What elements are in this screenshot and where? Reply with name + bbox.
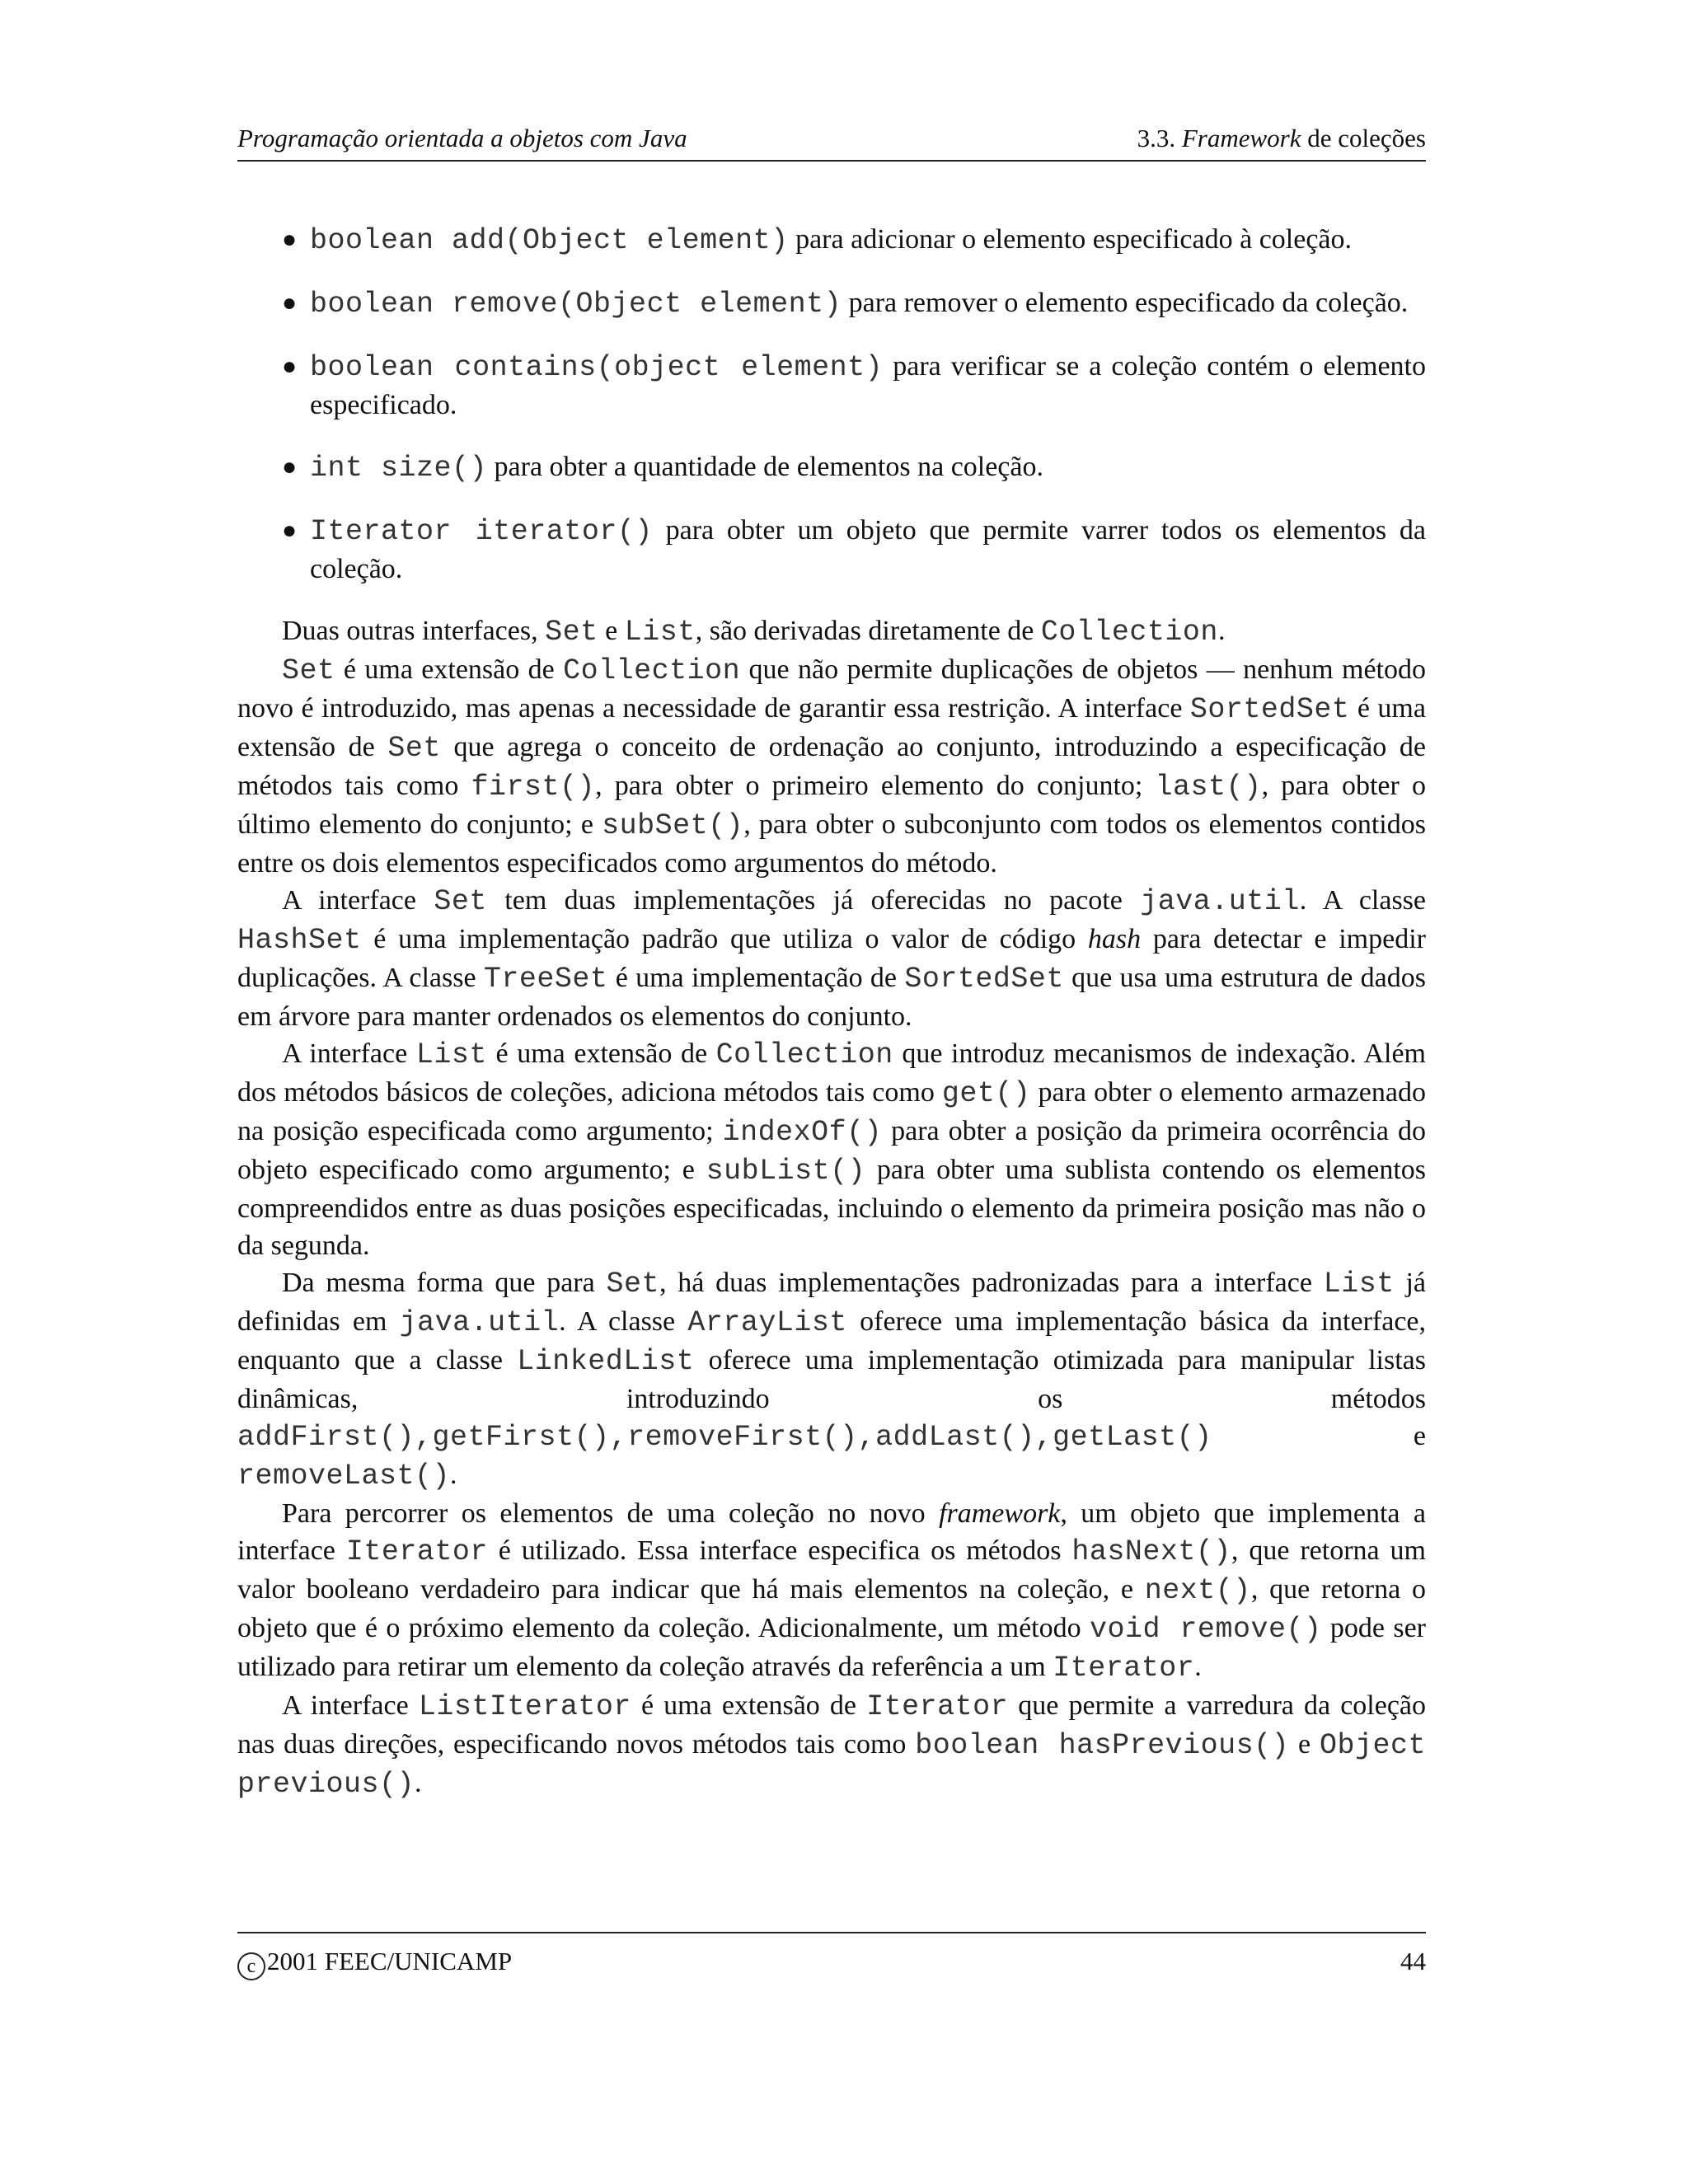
- header-section-rest: de coleções: [1307, 124, 1426, 152]
- text-run: .: [1217, 616, 1226, 646]
- text-run: A interface: [282, 1038, 416, 1069]
- text-run: Para percorrer os elementos de uma coleção no novo: [282, 1498, 940, 1529]
- inline-code: Collection: [563, 654, 741, 687]
- list-item: [237, 448, 1426, 487]
- inline-code: List: [624, 616, 696, 649]
- method-signature: boolean add(Object element): [310, 224, 789, 257]
- bullet-icon: ●: [282, 453, 298, 480]
- text-run: já definidas em: [237, 1268, 1426, 1337]
- inline-code: boolean hasPrevious(): [915, 1729, 1290, 1762]
- inline-code: addFirst(),getFirst(),removeFirst(),addLast(),getLast(): [237, 1421, 1212, 1454]
- header-section-number: 3.3.: [1137, 124, 1176, 152]
- text-run: , que retorna um valor booleano verdadeiro para indicar que há mais elementos na coleção, e: [237, 1535, 1426, 1605]
- text-run: pode ser utilizado para retirar um elemento da coleção através da referência a um: [237, 1613, 1427, 1682]
- text-run: que permite a varredura da coleção nas duas direções, especificando novos métodos tais como: [237, 1690, 1426, 1760]
- text-run: , para obter o subconjunto com todos os elementos contidos entre os dois elementos especificados como argumentos do método.: [237, 809, 1426, 879]
- header-book-title: Programação orientada a objetos com Java: [237, 124, 687, 152]
- inline-code: next(): [1144, 1574, 1251, 1607]
- text-run: oferece uma implementação básica da interface, enquanto que a classe: [237, 1306, 1427, 1376]
- page-number: 44: [1400, 1947, 1426, 1975]
- method-description: para verificar se a coleção contém o elemento especificado.: [310, 351, 1427, 420]
- paragraph-list-implementations: [237, 1264, 1426, 1495]
- text-run: que agrega o conceito de ordenação ao conjunto, introduzindo a especificação de métodos tais como: [237, 732, 1426, 801]
- text-run: é uma implementação de: [607, 963, 905, 993]
- inline-code: HashSet: [237, 924, 362, 957]
- text-run: , para obter o primeiro elemento do conjunto;: [595, 771, 1156, 801]
- text-run: , para obter o último elemento do conjunto; e: [237, 771, 1427, 840]
- text-run: A interface: [282, 885, 434, 916]
- text-run: A interface: [282, 1690, 419, 1721]
- inline-code: Set: [387, 732, 441, 765]
- method-list: [237, 221, 1426, 588]
- inline-code: last(): [1155, 771, 1262, 804]
- inline-code: subList(): [706, 1155, 866, 1188]
- text-run: , um objeto que implementa a interface: [237, 1498, 1426, 1566]
- list-item: [237, 512, 1426, 588]
- bullet-icon: ●: [282, 226, 298, 253]
- inline-code: Iterator: [345, 1535, 488, 1568]
- inline-code: List: [415, 1038, 487, 1071]
- method-description: para adicionar o elemento especificado à coleção.: [788, 224, 1352, 255]
- paragraph-set-implementations: [237, 882, 1426, 1035]
- method-description: para obter a quantidade de elementos na coleção.: [487, 452, 1043, 482]
- copyright-icon: c: [237, 1952, 265, 1980]
- inline-code: ArrayList: [687, 1306, 847, 1339]
- text-run: é utilizado. Essa interface especifica os métodos: [487, 1535, 1072, 1566]
- text-run: e: [598, 616, 625, 646]
- paragraph-set: [237, 651, 1426, 882]
- inline-code: LinkedList: [517, 1345, 695, 1378]
- inline-code: Set: [545, 616, 598, 649]
- text-run: . A classe: [1299, 885, 1427, 916]
- text-run: para obter uma sublista contendo os elementos compreendidos entre as duas posições especificadas, incluindo o elemento da primeira posição mas não o da segunda.: [237, 1155, 1426, 1261]
- inline-code: Iterator: [866, 1690, 1009, 1723]
- inline-code: List: [1323, 1268, 1395, 1301]
- text-run: , há duas implementações padronizadas para a interface: [659, 1268, 1324, 1298]
- method-signature: int size(): [310, 452, 488, 485]
- paragraph-list: [237, 1035, 1426, 1264]
- inline-code: Set: [282, 654, 335, 687]
- text-run: .: [450, 1460, 457, 1490]
- text-run: é uma implementação padrão que utiliza o valor de código: [361, 924, 1088, 954]
- copyright-text: 2001 FEEC/UNICAMP: [267, 1947, 513, 1975]
- text-run: .: [1194, 1652, 1202, 1682]
- page-footer: [237, 1932, 1426, 1977]
- bullet-icon: ●: [282, 353, 298, 380]
- inline-code: get(): [941, 1077, 1031, 1110]
- inline-code: Collection: [715, 1038, 893, 1071]
- inline-code: SortedSet: [1189, 693, 1350, 726]
- inline-code: java.util: [1140, 885, 1300, 918]
- inline-code: Set: [434, 885, 487, 918]
- text-run: é uma extensão de: [631, 1690, 867, 1721]
- text-run: Duas outras interfaces,: [282, 616, 546, 646]
- list-item: [237, 284, 1426, 323]
- method-signature: Iterator iterator(): [310, 515, 653, 548]
- method-description: para obter um objeto que permite varrer todos os elementos da coleção.: [310, 515, 1426, 584]
- text-run: é uma extensão de: [237, 693, 1426, 762]
- text-run: que não permite duplicações de objetos — nenhum método novo é introduzido, mas apenas a necessidade de garantir essa restrição. A interface: [237, 654, 1426, 724]
- text-run: para detectar e impedir duplicações. A classe: [237, 924, 1426, 993]
- inline-code: SortedSet: [904, 963, 1064, 996]
- text-run: é uma extensão de: [335, 654, 564, 685]
- text-run: é uma extensão de: [486, 1038, 716, 1069]
- inline-code: Object previous(): [237, 1729, 1426, 1801]
- text-run: para obter a posição da primeira ocorrência do objeto especificado como argumento; e: [237, 1116, 1426, 1185]
- running-header: [237, 120, 1426, 162]
- method-signature: boolean remove(Object element): [310, 288, 842, 321]
- bullet-icon: ●: [282, 517, 298, 544]
- inline-code: java.util: [399, 1306, 560, 1339]
- text-run: tem duas implementações já oferecidas no pacote: [486, 885, 1141, 916]
- method-signature: boolean contains(object element): [310, 351, 884, 384]
- text-run: , são derivadas diretamente de: [695, 616, 1041, 646]
- inline-code: subSet(): [602, 809, 744, 842]
- inline-code: Set: [606, 1268, 659, 1301]
- inline-code: removeLast(): [237, 1460, 451, 1493]
- copyright-notice: [237, 1947, 512, 1980]
- inline-code: ListIterator: [418, 1690, 631, 1723]
- page-body: [237, 221, 1426, 1803]
- method-description: para remover o elemento especificado da coleção.: [842, 288, 1409, 318]
- text-run: .: [415, 1768, 422, 1798]
- inline-code: Collection: [1040, 616, 1218, 649]
- inline-code: indexOf(): [722, 1116, 883, 1149]
- paragraph-interfaces: [237, 612, 1426, 651]
- text-run: que usa uma estrutura de dados em árvore para manter ordenados os elementos do conjunto.: [237, 963, 1426, 1032]
- list-item: [237, 221, 1426, 260]
- text-run: e: [1289, 1729, 1320, 1760]
- text-run: que introduz mecanismos de indexação. Além dos métodos básicos de coleções, adiciona métodos tais como: [237, 1038, 1427, 1108]
- paragraph-iterator: [237, 1495, 1426, 1687]
- bullet-icon: ●: [282, 289, 298, 316]
- text-run: e: [1212, 1421, 1426, 1451]
- inline-code: first(): [471, 771, 596, 804]
- list-item: [237, 348, 1426, 424]
- text-run: para obter o elemento armazenado na posição especificada como argumento;: [237, 1077, 1426, 1146]
- text-run: , que retorna o objeto que é o próximo elemento da coleção. Adicionalmente, um método: [237, 1574, 1426, 1643]
- paragraph-list-iterator: [237, 1687, 1426, 1803]
- text-run: . A classe: [559, 1306, 688, 1337]
- emphasis-text: hash: [1087, 924, 1142, 954]
- inline-code: hasNext(): [1071, 1535, 1231, 1568]
- emphasis-text: framework: [939, 1498, 1061, 1529]
- inline-code: Iterator: [1053, 1652, 1195, 1685]
- header-section-italic: Framework: [1181, 124, 1301, 152]
- text-run: Da mesma forma que para: [282, 1268, 607, 1298]
- inline-code: TreeSet: [483, 963, 608, 996]
- inline-code: void remove(): [1090, 1613, 1322, 1646]
- header-section-title: [1137, 124, 1426, 153]
- text-run: oferece uma implementação otimizada para manipular listas dinâmicas, introduzindo os métodos: [237, 1345, 1427, 1414]
